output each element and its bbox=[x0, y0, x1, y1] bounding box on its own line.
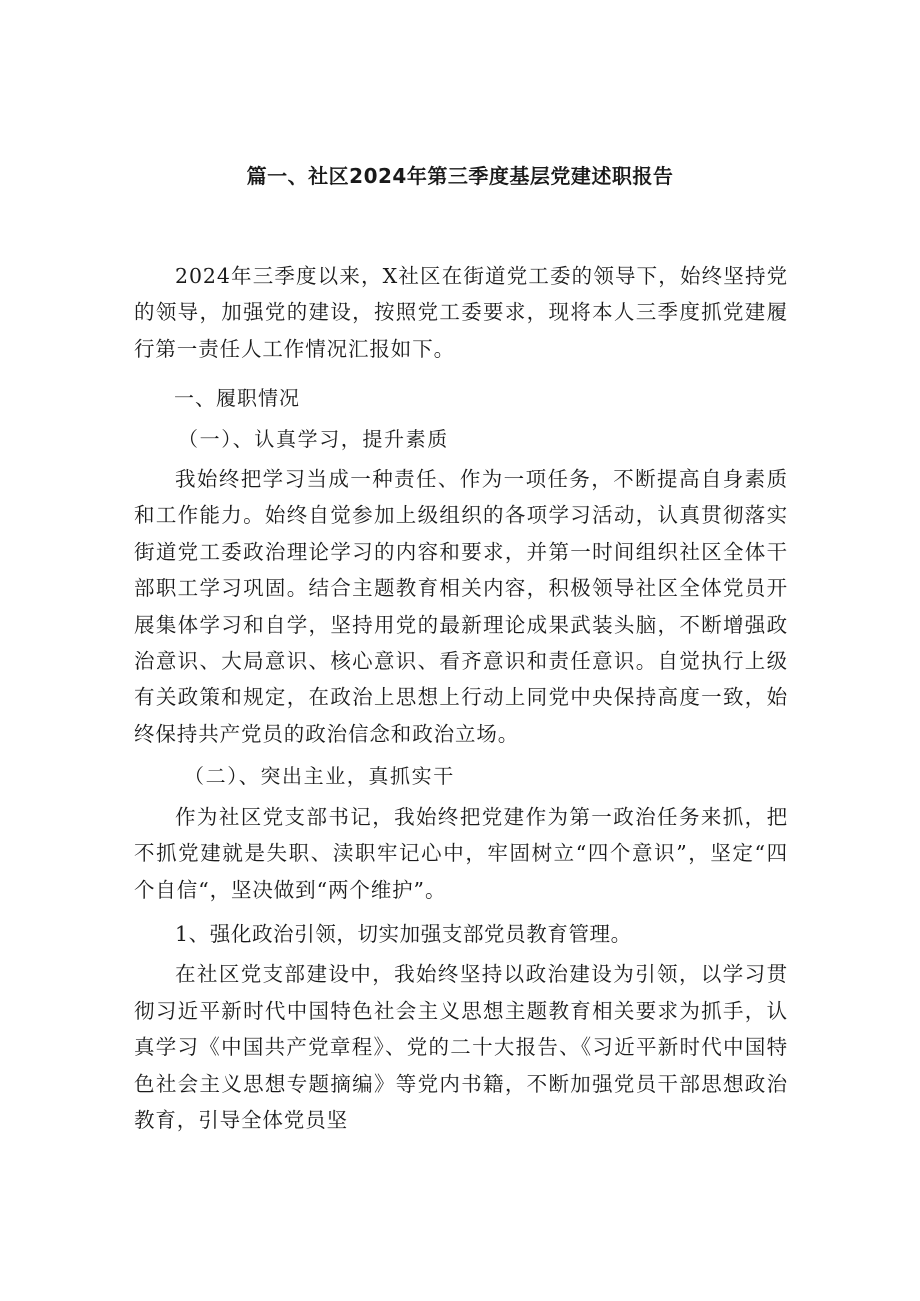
subsection-heading-main-work: （二）、突出主业，真抓实干 bbox=[184, 764, 455, 789]
main-work-paragraph: 作为社区党支部书记，我始终把党建作为第一政治任务来抓，把不抓党建就是失职、渎职牢记心中，牢固树立“四个意识”，坚定“四个自信“，坚决做到“两个维护”。 bbox=[134, 804, 788, 902]
document-body bbox=[134, 258, 788, 1138]
document-title: 篇一、社区2024年第三季度基层党建述职报告 bbox=[246, 164, 674, 188]
section-heading-performance: 一、履职情况 bbox=[174, 386, 300, 411]
subsection-heading-study: （一）、认真学习，提升素质 bbox=[178, 426, 449, 451]
intro-paragraph: 2024年三季度以来，X社区在街道党工委的领导下，始终坚持党的领导，加强党的建设，按照党工委要求，现将本人三季度抓党建履行第一责任人工作情况汇报如下。 bbox=[134, 264, 788, 361]
political-guidance-paragraph: 在社区党支部建设中，我始终坚持以政治建设为引领，以学习贯彻习近平新时代中国特色社会主义思想主题教育相关要求为抓手，认真学习《中国共产党章程》、党的二十大报告、《习近平新时代中国特色社会主义思想专题摘编》等党内书籍，不断加强党员干部思想政治教育，引导全体党员坚 bbox=[134, 962, 788, 1132]
study-paragraph: 我始终把学习当成一种责任、作为一项任务，不断提高自身素质和工作能力。始终自觉参加上级组织的各项学习活动，认真贯彻落实街道党工委政治理论学习的内容和要求，并第一时间组织社区全体干部职工学习巩固。结合主题教育相关内容，积极领导社区全体党员开展集体学习和自学，坚持用党的最新理论成果武装头脑，不断增强政治意识、大局意识、核心意识、看齐意识和责任意识。自觉执行上级有关政策和规定，在政治上思想上行动上同党中央保持高度一致，始终保持共产党员的政治信念和政治立场。 bbox=[134, 467, 788, 746]
item-heading-political-guidance: 1、强化政治引领，切实加强支部党员教育管理。 bbox=[175, 921, 632, 946]
